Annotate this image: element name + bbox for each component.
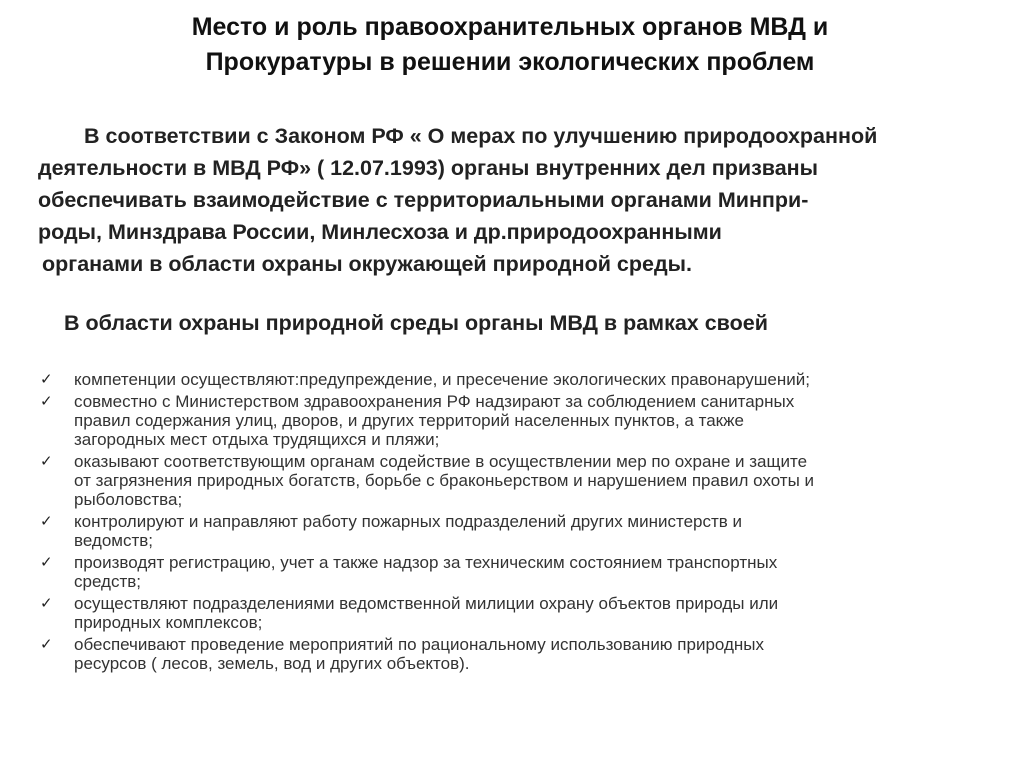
check-mark-icon: ✓	[40, 595, 53, 612]
intro-line: В соответствии с Законом РФ « О мерах по улучшению природоохранной	[84, 124, 878, 148]
intro-line: обеспечивать взаимодействие с территориальными органами Минпри-	[38, 188, 809, 212]
intro-line: органами в области охраны окружающей природной среды.	[42, 252, 692, 276]
list-item-text: обеспечивают проведение мероприятий по рациональному использованию природных ресурсов ( лесов, земель, вод и других объектов).	[74, 635, 765, 673]
list-item	[40, 452, 1000, 509]
list-item	[40, 370, 1000, 389]
intro-paragraph	[38, 120, 1013, 280]
title-line-1: Место и роль правоохранительных органов МВД и	[191, 13, 829, 41]
list-item	[40, 553, 1000, 591]
competence-list	[40, 370, 1000, 676]
list-item-text: производят регистрацию, учет а также надзор за техническим состоянием транспортных средств;	[74, 553, 778, 591]
intro-line: роды, Минздрава России, Минлесхоза и др.природоохранными	[38, 220, 722, 244]
list-item-text: совместно с Министерством здравоохранения РФ надзирают за соблюдением санитарных правил содержания улиц, дворов, и других территорий населенных пунктов, а также загородных мест отдыха трудящихся и пляжи;	[74, 392, 795, 449]
check-mark-icon: ✓	[40, 453, 53, 470]
check-mark-icon: ✓	[40, 513, 53, 530]
check-mark-icon: ✓	[40, 554, 53, 571]
list-item	[40, 594, 1000, 632]
scope-heading: В области охраны природной среды органы МВД в рамках своей	[64, 311, 768, 335]
title-line-2: Прокуратуры в решении экологических проблем	[205, 48, 815, 76]
check-mark-icon: ✓	[40, 371, 53, 388]
list-item-text: контролируют и направляют работу пожарных подразделений других министерств и ведомств;	[74, 512, 743, 550]
check-mark-icon: ✓	[40, 393, 53, 410]
list-item	[40, 512, 1000, 550]
intro-line: деятельности в МВД РФ» ( 12.07.1993) органы внутренних дел призваны	[38, 156, 819, 180]
list-item	[40, 392, 1000, 449]
slide-title	[60, 10, 960, 80]
list-item-text: оказывают соответствующим органам содействие в осуществлении мер по охране и защите от загрязнения природных богатств, борьбе с браконьерством и нарушением правил охоты и рыболовства;	[74, 452, 815, 509]
check-mark-icon: ✓	[40, 636, 53, 653]
list-item-text: компетенции осуществляют:предупреждение, и пресечение экологических правонарушений;	[74, 370, 810, 389]
list-item	[40, 635, 1000, 673]
list-item-text: осуществляют подразделениями ведомственной милиции охрану объектов природы или природных комплексов;	[74, 594, 779, 632]
